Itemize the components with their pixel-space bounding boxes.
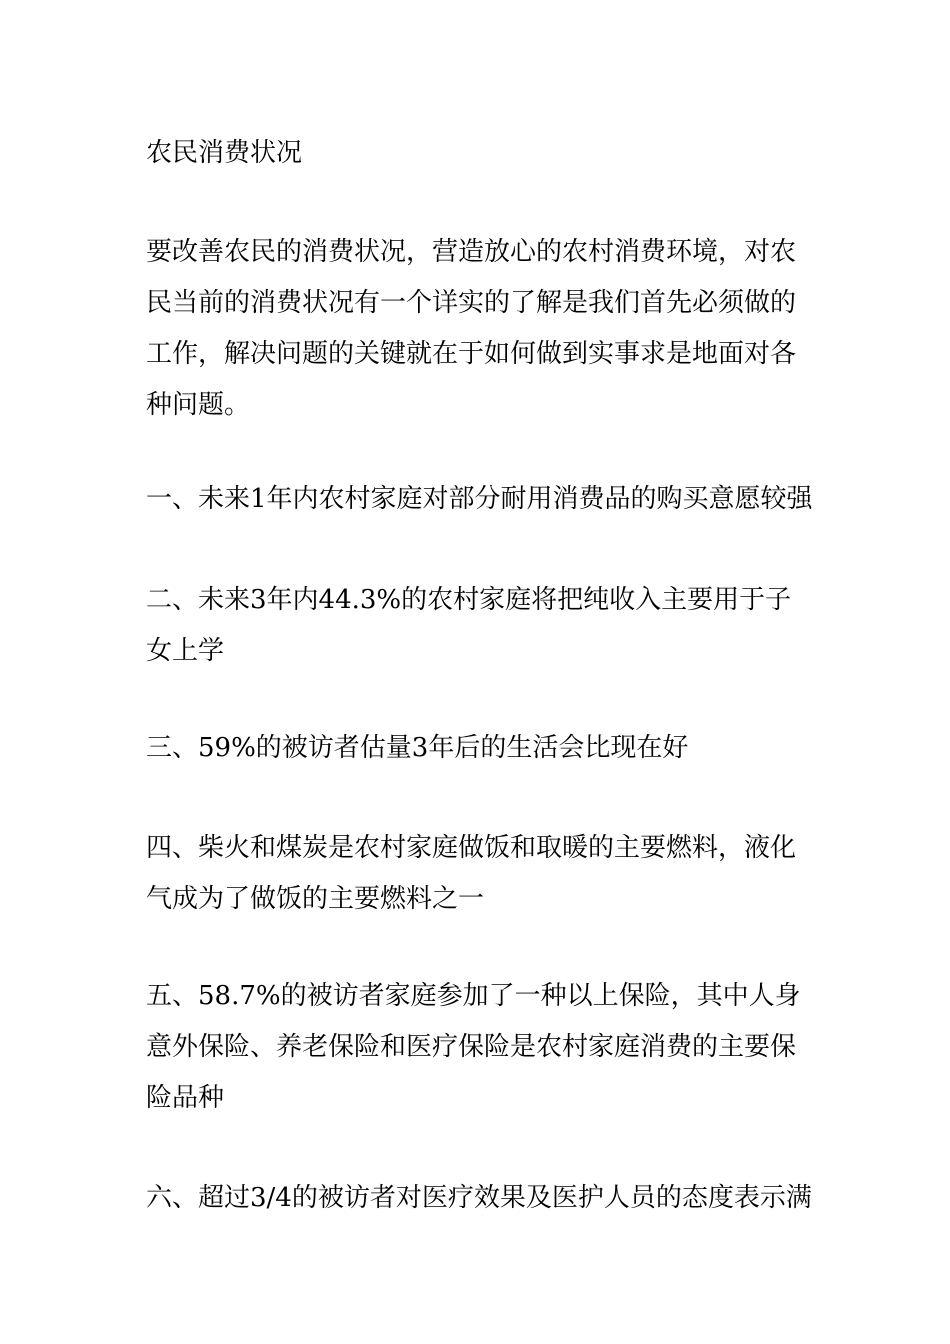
document-title: 农民消费状况 [146, 138, 303, 168]
finding-paragraph-1: 一、未来1年内农村家庭对部分耐用消费品的购买意愿较强 [146, 484, 813, 514]
finding-paragraph-3: 三、59%的被访者估量3年后的生活会比现在好 [146, 733, 689, 763]
finding-paragraph-5: 五、58.7%的被访者家庭参加了一种以上保险，其中人身意外保险、养老保险和医疗保险是农村家庭消费的主要保险品种 [146, 981, 801, 1113]
finding-paragraph-4: 四、柴火和煤炭是农村家庭做饭和取暖的主要燃料，液化气成为了做饭的主要燃料之一 [146, 833, 797, 914]
intro-paragraph: 要改善农民的消费状况，营造放心的农村消费环境，对农民当前的消费状况有一个详实的了解是我们首先必须做的工作，解决问题的关键就在于如何做到实事求是地面对各种问题。 [146, 237, 797, 420]
finding-paragraph-6: 六、超过3/4的被访者对医疗效果及医护人员的态度表示满 [146, 1183, 812, 1213]
finding-paragraph-2: 二、未来3年内44.3%的农村家庭将把纯收入主要用于子女上学 [146, 585, 792, 666]
